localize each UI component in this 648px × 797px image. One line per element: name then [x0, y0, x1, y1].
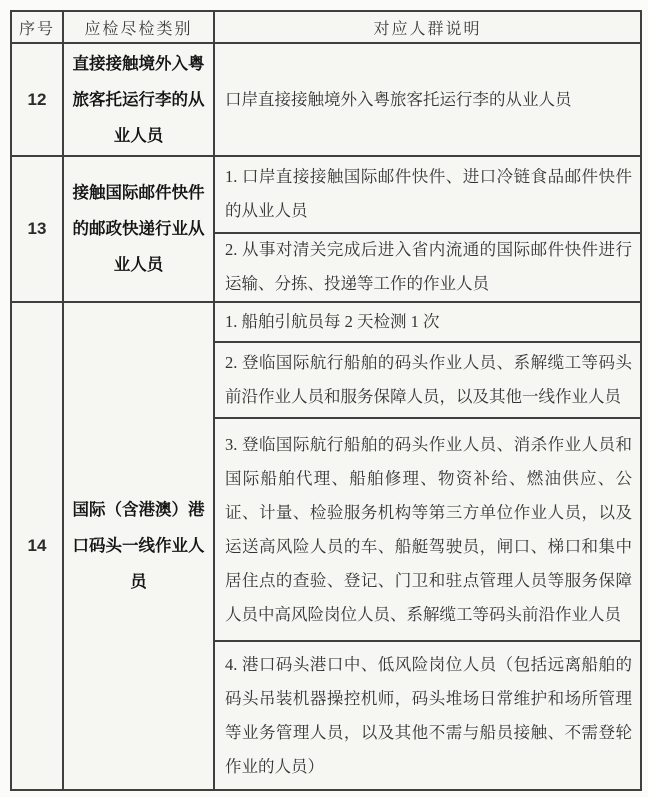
- row-12-category: 直接接触境外入粤旅客托运行李的从业人员: [64, 44, 215, 155]
- row-12-description-group: [215, 44, 640, 155]
- table-header-row: [12, 12, 640, 44]
- row-14-category: 国际（含港澳）港口码头一线作业人员: [64, 303, 215, 789]
- row-14-description-item-4: 4. 港口码头港口中、低风险岗位人员（包括远离船舶的码头吊装机器操控机师，码头堆场日常维护和场所管理等业务管理人员，以及其他不需与船员接触、不需登轮作业的人员）: [225, 654, 632, 776]
- row-12-description-item: 口岸直接接触境外入粤旅客托运行李的从业人员: [225, 89, 572, 109]
- row-13-description-group: [215, 157, 640, 301]
- row-13-description-item-2: 2. 从事对清关完成后进入省内流通的国际邮件快件进行运输、分拣、投递等工作的作业人员: [225, 240, 632, 294]
- table-row-14: [12, 303, 640, 789]
- row-14-description-item-1: 1. 船舶引航员每 2 天检测 1 次: [215, 303, 640, 343]
- header-col-description: 对应人群说明: [373, 20, 482, 38]
- row-14-description-group: [215, 303, 640, 789]
- screening-categories-table: [10, 10, 642, 791]
- row-14-description-item-2: 2. 登临国际航行船舶的码头作业人员、系解缆工等码头前沿作业人员和服务保障人员，以及其他一线作业人员: [215, 343, 640, 419]
- row-14-description-item-3: 3. 登临国际航行船舶的码头作业人员、消杀作业人员和国际船舶代理、船舶修理、物资补给、燃油供应、公证、计量、检验服务机构等第三方单位作业人员，以及运送高风险人员的车、船艇驾驶员，闸口、梯口和集中居住点的查验、登记、门卫和驻点管理人员等服务保障人员中高风险岗位人员、系解缆工等码头前沿作业人员: [215, 419, 640, 642]
- row-13-category: 接触国际邮件快件的邮政快递行业从业人员: [64, 157, 215, 301]
- row-12-number: 12: [12, 44, 64, 155]
- table-row-12: [12, 44, 640, 157]
- row-13-number: 13: [12, 157, 64, 301]
- row-14-number: 14: [12, 303, 64, 789]
- table-row-13: [12, 157, 640, 303]
- row-13-description-item-1: 1. 口岸直接接触国际邮件快件、进口冷链食品邮件快件的从业人员: [215, 157, 640, 234]
- header-col-number: 序号: [12, 12, 64, 42]
- header-col-category: 应检尽检类别: [64, 12, 215, 42]
